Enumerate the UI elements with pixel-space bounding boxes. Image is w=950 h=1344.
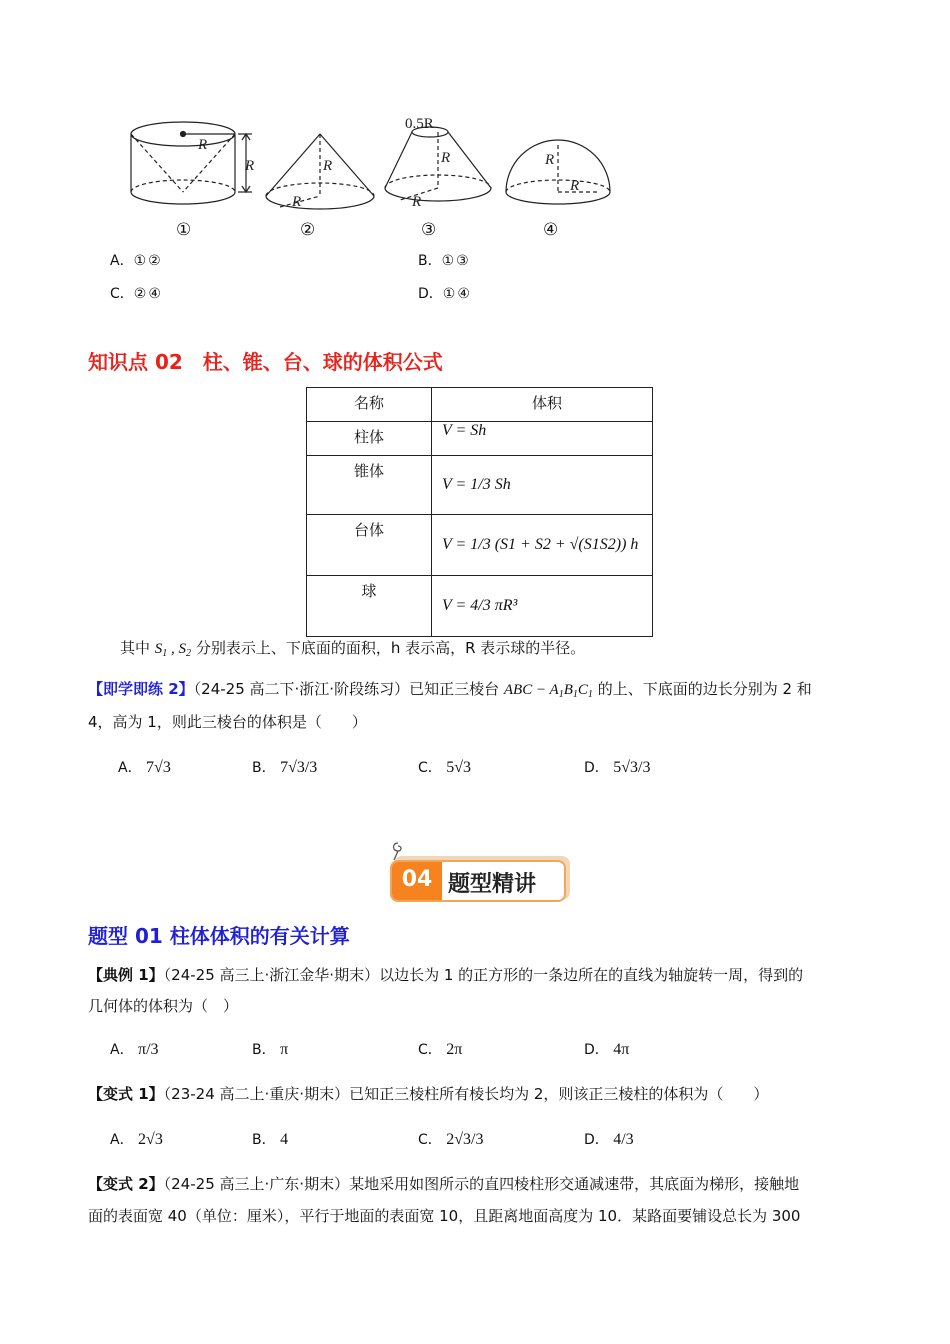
option-value: ①④ [442,286,472,302]
option-value: π [280,1041,289,1058]
note-prefix: 其中 [120,639,151,657]
option-letter: D． [584,1042,609,1058]
section-banner [388,840,574,906]
row-formula [432,456,653,515]
variant-tag: 【变式 1】 [88,1085,164,1103]
row-name: 柱体 [307,422,432,456]
banner-number: 04 [401,867,433,892]
option-letter: B． [252,1042,276,1058]
question-text: 以边长为 1 的正方形的一条边所在的直线为轴旋转一周，得到的 [379,966,804,984]
option-letter: C． [110,286,134,302]
option-value: 2π [446,1041,463,1058]
row-name: 球 [307,576,432,637]
option-letter: D． [584,1132,609,1148]
table-row [307,515,653,576]
variant-tag: 【变式 2】 [88,1175,164,1193]
row-formula [432,515,653,576]
option-value: 7√3 [146,759,171,776]
variant-1-question [88,1079,888,1109]
option-c[interactable] [418,1130,483,1150]
option-value: 4π [613,1041,630,1058]
question-text: 已知正三棱台 [409,680,500,698]
formula-text: V = 1/3 Sh [442,476,511,493]
note-symbols: $S_1$ , $S_2$ [154,641,192,659]
option-c[interactable] [110,284,163,304]
frustum-top-label: 0.5R [405,116,434,132]
option-d[interactable] [584,1040,629,1060]
option-value: 5√3/3 [613,759,651,776]
question-source: （24-25 高三上·浙江金华·期末） [163,966,380,984]
option-a[interactable] [118,758,171,778]
question-text: 已知正三棱柱所有棱长均为 2，则该正三棱柱的体积为（ ） [349,1085,769,1103]
example-tag: 【典例 1】 [88,966,164,984]
option-letter: D． [584,760,609,776]
table-header-name: 名称 [307,388,432,422]
option-c[interactable] [418,1040,462,1060]
formula-text: V = Sh [442,422,487,439]
option-value: 2√3 [138,1131,163,1148]
option-value: 5√3 [446,759,472,776]
row-formula [432,576,653,637]
option-b[interactable] [252,1040,288,1060]
example-1-question [88,960,888,990]
option-value: 7√3/3 [280,759,318,776]
formula-note [120,633,585,669]
section-02-title: 知识点 02 柱、锥、台、球的体积公式 [88,350,443,374]
option-letter: A． [110,253,134,269]
option-letter: B． [252,1132,276,1148]
question-text: 某地采用如图所示的直四棱柱形交通减速带，其底面为梯形，接触地 [349,1175,800,1193]
question-source: （24-25 高三上·广东·期末） [163,1175,350,1193]
cone-radius-label: R [292,194,302,210]
note-text: 分别表示上、下底面的面积，h 表示高，R 表示球的半径。 [195,639,586,657]
option-value: ①② [133,253,163,269]
option-value: 4 [280,1131,289,1148]
cylinder-height-label: R [245,158,255,174]
hemisphere-radius-label: R [570,178,580,194]
option-d[interactable] [584,758,650,778]
option-b[interactable] [252,1130,288,1150]
table-row [307,576,653,637]
variant-2-question [88,1169,888,1199]
frustum-height-label: R [441,150,451,166]
option-letter: A． [110,1132,134,1148]
option-d[interactable] [584,1130,634,1150]
option-value: 2√3/3 [446,1131,484,1148]
example-1-question-line2: 几何体的体积为（ ） [88,997,239,1015]
option-c[interactable] [418,758,471,778]
practice-2-question-line2: 4，高为 1，则此三棱台的体积是（ ） [88,713,367,731]
table-row [307,422,653,456]
option-a[interactable] [110,1130,163,1150]
frustum-name: ABC − $A_1B_1C_1$ [503,682,593,700]
table-header-volume: 体积 [432,388,653,422]
cone-solid [266,134,374,209]
volume-formula-table [306,387,653,637]
banner-title: 题型精讲 [448,872,537,897]
question-source: （24-25 高二下·浙江·阶段练习） [193,680,410,698]
option-letter: C． [418,1132,442,1148]
variant-2-question-line2: 面的表面宽 40（单位：厘米），平行于地面的表面宽 10，且距离地面高度为 10．某路面要铺设总长为 300 [88,1207,801,1225]
option-letter: C． [418,760,442,776]
practice-2-question [88,674,878,710]
option-letter: B． [252,760,276,776]
option-d[interactable] [418,284,472,304]
formula-text: V = 1/3 (S1 + S2 + √(S1S2)) h [442,536,639,553]
option-a[interactable] [110,1040,159,1060]
figure-label-1: ① [176,220,192,240]
figure-label-4: ④ [543,220,559,240]
cylinder-radius-label: R [198,137,208,153]
formula-text: V = 4/3 πR³ [442,597,518,614]
option-value: ②④ [133,286,163,302]
table-row [307,456,653,515]
practice-tag: 【即学即练 2】 [88,680,194,698]
hemisphere-height-label: R [545,152,555,168]
option-value: π/3 [138,1041,159,1058]
figure-label-3: ③ [421,220,437,240]
cylinder-solid [131,122,255,204]
question-text: 的上、下底面的边长分别为 2 和 [597,680,812,698]
option-a[interactable] [110,251,163,271]
option-letter: A． [110,1042,134,1058]
cone-height-label: R [323,158,333,174]
option-b[interactable] [418,251,471,271]
option-letter: C． [418,1042,442,1058]
type-01-title: 题型 01 柱体体积的有关计算 [88,924,350,948]
option-letter: D． [418,286,443,302]
row-name: 锥体 [307,456,432,515]
row-formula [432,422,653,456]
option-value: 4/3 [613,1131,634,1148]
figure-label-2: ② [300,220,316,240]
option-letter: B． [418,253,442,269]
hemisphere-solid [506,140,610,204]
option-letter: A． [118,760,142,776]
option-b[interactable] [252,758,317,778]
frustum-solid [385,127,491,201]
option-value: ①③ [441,253,471,269]
row-name: 台体 [307,515,432,576]
frustum-radius-label: R [412,194,422,210]
question-source: （23-24 高二上·重庆·期末） [163,1085,350,1103]
